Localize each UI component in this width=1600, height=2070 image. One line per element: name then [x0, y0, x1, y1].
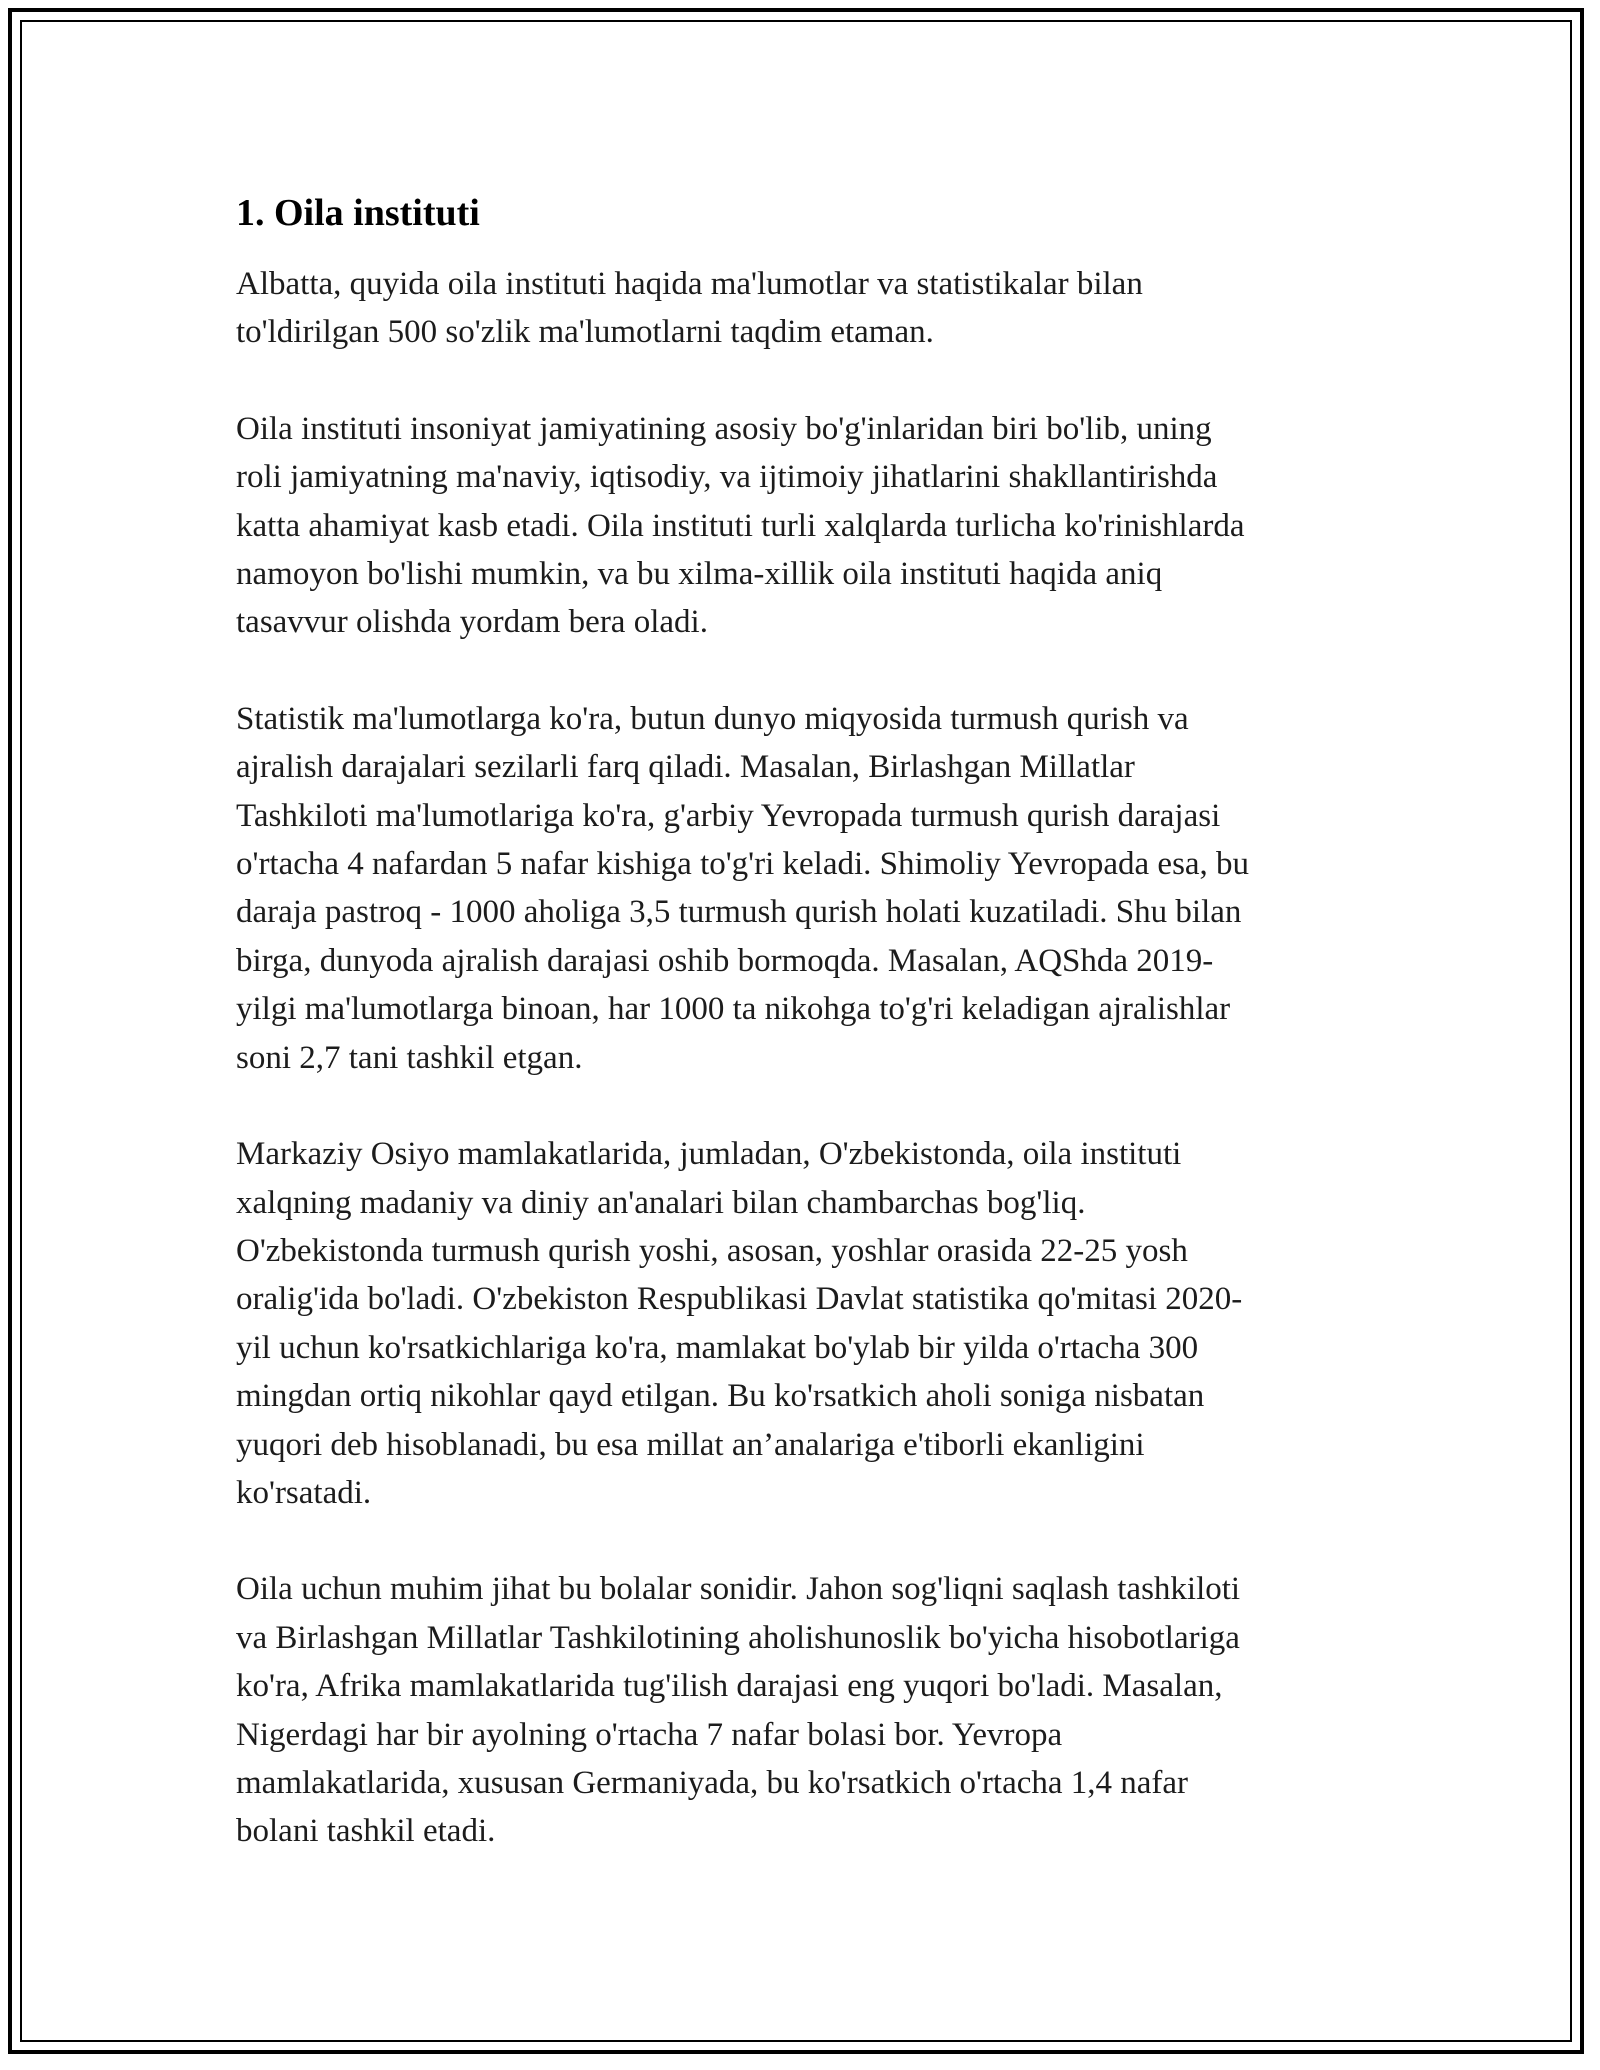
text-line: Albatta, quyida oila instituti haqida ma'lumotlar va statistikalar bilan: [236, 266, 1143, 302]
text-line: yilgi ma'lumotlarga binoan, har 1000 ta nikohga to'g'ri keladigan ajralishlar: [236, 991, 1231, 1028]
text-line: to'ldirilgan 500 so'zlik ma'lumotlarni taqdim etaman.: [236, 314, 934, 351]
document-title: 1. Oila instituti: [236, 192, 480, 234]
text-line: xalqning madaniy va diniy an'analari bilan chambarchas bog'liq.: [236, 1184, 1086, 1221]
paragraph-children: [236, 1565, 1386, 1855]
document-body: [236, 188, 1386, 1856]
text-line: oralig'ida bo'ladi. O'zbekiston Respublikasi Davlat statistika qo'mitasi 2020-: [236, 1281, 1243, 1318]
text-line: mamlakatlarida, xususan Germaniyada, bu ko'rsatkich o'rtacha 1,4 nafar: [236, 1764, 1189, 1801]
text-line: Oila uchun muhim jihat bu bolalar sonidir. Jahon sog'liqni saqlash tashkiloti: [236, 1571, 1241, 1608]
text-line: birga, dunyoda ajralish darajasi oshib bormoqda. Masalan, AQShda 2019-: [236, 942, 1214, 979]
text-line: va Birlashgan Millatlar Tashkilotining aholishunoslik bo'yicha hisobotlariga: [236, 1619, 1240, 1656]
text-line: o'rtacha 4 nafardan 5 nafar kishiga to'g'ri keladi. Shimoliy Yevropada esa, bu: [236, 846, 1250, 883]
text-line: namoyon bo'lishi mumkin, va bu xilma-xillik oila instituti haqida aniq: [236, 556, 1163, 593]
text-line: yil uchun ko'rsatkichlariga ko'ra, mamlakat bo'ylab bir yilda o'rtacha 300: [236, 1329, 1199, 1366]
text-line: tasavvur olishda yordam bera oladi.: [236, 604, 708, 641]
text-line: soni 2,7 tani tashkil etgan.: [236, 1039, 583, 1076]
text-line: Statistik ma'lumotlarga ko'ra, butun dunyo miqyosida turmush qurish va: [236, 700, 1189, 737]
text-line: Nigerdagi har bir ayolning o'rtacha 7 nafar bolasi bor. Yevropa: [236, 1716, 1063, 1753]
text-line: ajralish darajalari sezilarli farq qiladi. Masalan, Birlashgan Millatlar: [236, 749, 1135, 786]
paragraph-statistics: [236, 695, 1386, 1082]
text-line: mingdan ortiq nikohlar qayd etilgan. Bu ko'rsatkich aholi soniga nisbatan: [236, 1378, 1205, 1415]
text-line: katta ahamiyat kasb etadi. Oila instituti turli xalqlarda turlicha ko'rinishlarda: [236, 507, 1245, 544]
text-line: Tashkiloti ma'lumotlariga ko'ra, g'arbiy Yevropada turmush qurish darajasi: [236, 797, 1221, 834]
paragraph-intro: [236, 260, 1386, 357]
text-line: O'zbekistonda turmush qurish yoshi, asosan, yoshlar orasida 22-25 yosh: [236, 1232, 1188, 1269]
text-line: roli jamiyatning ma'naviy, iqtisodiy, va ijtimoiy jihatlarini shakllantirishda: [236, 459, 1218, 496]
text-line: daraja pastroq - 1000 aholiga 3,5 turmush qurish holati kuzatiladi. Shu bilan: [236, 894, 1242, 931]
text-line: Markaziy Osiyo mamlakatlarida, jumladan, O'zbekistonda, oila instituti: [236, 1136, 1182, 1173]
paragraph-definition: [236, 405, 1386, 647]
paragraph-central-asia: [236, 1130, 1386, 1517]
text-line: bolani tashkil etadi.: [236, 1813, 496, 1850]
text-line: ko'ra, Afrika mamlakatlarida tug'ilish darajasi eng yuqori bo'ladi. Masalan,: [236, 1668, 1223, 1705]
text-line: Oila instituti insoniyat jamiyatining asosiy bo'g'inlaridan biri bo'lib, uning: [236, 410, 1212, 447]
text-line: yuqori deb hisoblanadi, bu esa millat an’analariga e'tiborli ekanligini: [236, 1426, 1145, 1463]
text-line: ko'rsatadi.: [236, 1474, 372, 1511]
